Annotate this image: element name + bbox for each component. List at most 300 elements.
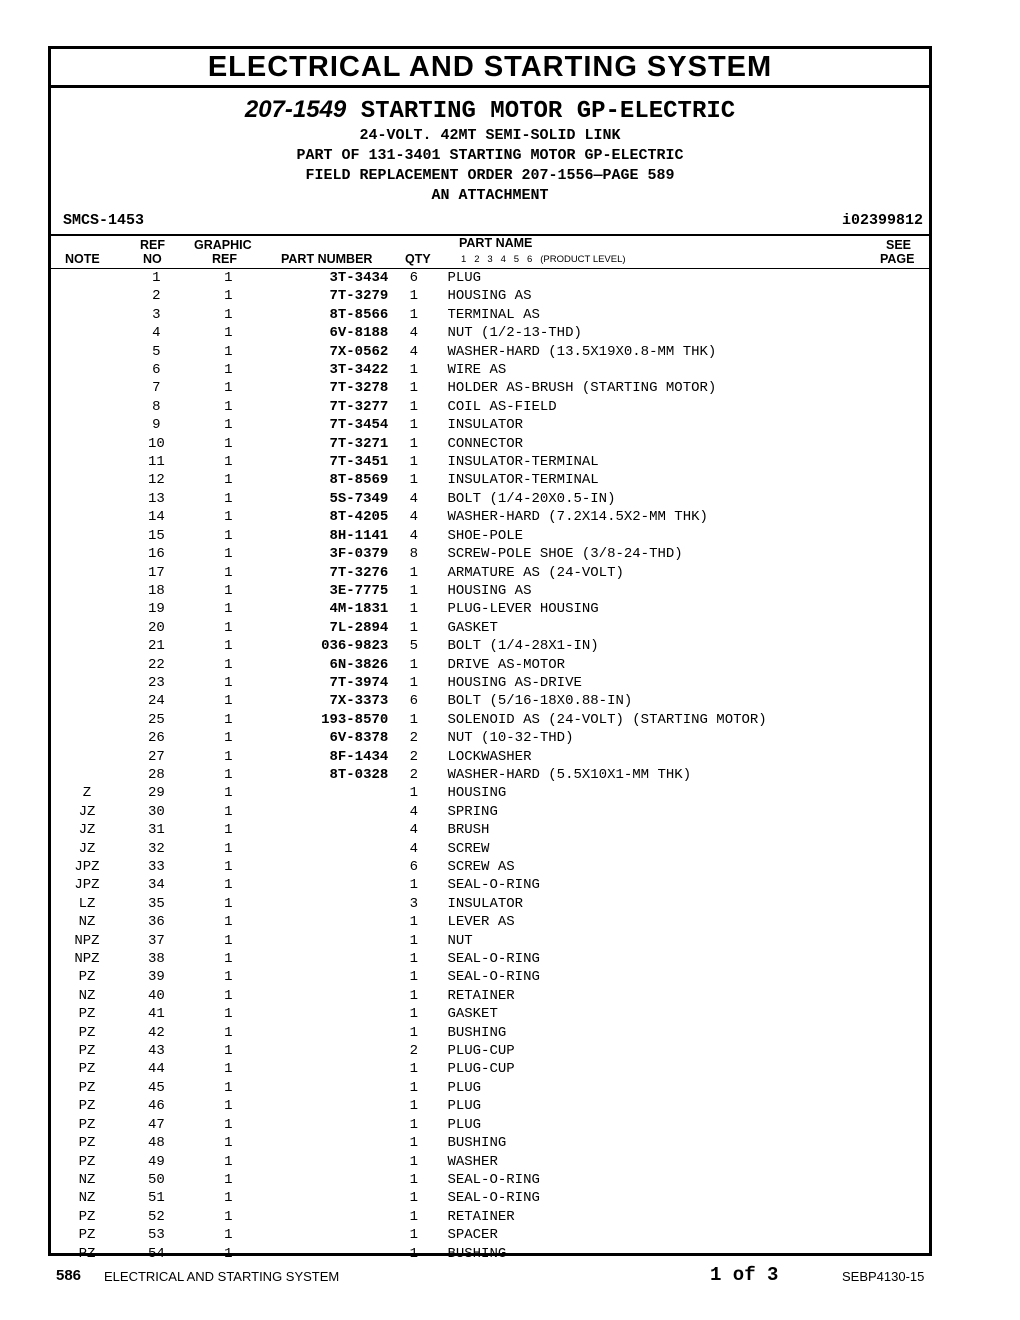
row-part-number: 7T-3454 — [329, 417, 389, 434]
row-part-number — [267, 1245, 392, 1263]
row-part-name: BUSHING — [447, 1135, 507, 1152]
row-graphic-ref: 1 — [224, 1190, 233, 1207]
row-graphic-ref: 1 — [224, 564, 233, 581]
row-part-number: 3F-0379 — [329, 546, 389, 563]
row-note: PZ — [78, 1153, 96, 1170]
row-see-page — [867, 1005, 929, 1023]
row-note — [51, 306, 123, 324]
row-qty: 1 — [409, 1079, 419, 1096]
row-graphic-ref: 1 — [224, 822, 233, 839]
row-note — [51, 692, 123, 710]
row-part-number — [267, 968, 392, 986]
row-graphic-ref: 1 — [224, 288, 233, 305]
row-ref-no: 21 — [147, 638, 165, 655]
row-qty: 1 — [409, 1098, 419, 1115]
row-see-page — [867, 1097, 929, 1115]
row-ref-no: 22 — [147, 656, 165, 673]
row-graphic-ref: 1 — [224, 454, 233, 471]
row-part-name: SPRING — [447, 803, 498, 820]
row-see-page — [867, 1226, 929, 1244]
row-qty: 1 — [409, 564, 419, 581]
row-part-number — [267, 1153, 392, 1171]
row-qty: 1 — [409, 656, 419, 673]
row-see-page — [867, 932, 929, 950]
row-ref-no: 39 — [147, 969, 165, 986]
row-part-name: WASHER-HARD (7.2X14.5X2-MM THK) — [447, 509, 708, 526]
row-graphic-ref: 1 — [224, 638, 233, 655]
row-note — [51, 361, 123, 379]
table-row — [51, 1116, 929, 1134]
row-part-number — [267, 1079, 392, 1097]
col-part-number: PART NUMBER — [281, 252, 373, 266]
row-note: PZ — [78, 1024, 96, 1041]
row-part-name: BUSHING — [447, 1024, 507, 1041]
row-ref-no: 28 — [147, 766, 165, 783]
row-ref-no: 29 — [147, 785, 165, 802]
row-graphic-ref: 1 — [224, 914, 233, 931]
row-note — [51, 674, 123, 692]
table-row — [51, 619, 929, 637]
row-part-number — [267, 1226, 392, 1244]
group-name: STARTING MOTOR GP-ELECTRIC — [360, 98, 736, 125]
row-ref-no: 47 — [147, 1116, 165, 1133]
col-qty: QTY — [405, 252, 431, 266]
row-graphic-ref: 1 — [224, 380, 233, 397]
table-row — [51, 1226, 929, 1244]
row-part-number: 036-9823 — [321, 638, 389, 655]
row-qty: 1 — [409, 1171, 419, 1188]
row-qty: 1 — [409, 582, 419, 599]
row-see-page — [867, 858, 929, 876]
table-row — [51, 398, 929, 416]
row-part-name: WASHER-HARD (13.5X19X0.8-MM THK) — [447, 343, 717, 360]
row-part-number: 193-8570 — [321, 711, 389, 728]
row-qty: 4 — [409, 803, 419, 820]
row-part-name: HOUSING AS — [447, 582, 532, 599]
row-ref-no: 53 — [147, 1227, 165, 1244]
table-row — [51, 784, 929, 802]
row-note: PZ — [78, 1079, 96, 1096]
row-part-name: INSULATOR-TERMINAL — [447, 472, 599, 489]
row-part-number — [267, 1024, 392, 1042]
row-graphic-ref: 1 — [224, 674, 233, 691]
row-ref-no: 14 — [147, 509, 165, 526]
row-see-page — [867, 1116, 929, 1134]
row-see-page — [867, 1042, 929, 1060]
row-see-page — [867, 895, 929, 913]
row-qty: 1 — [409, 417, 419, 434]
row-part-name: INSULATOR-TERMINAL — [447, 454, 599, 471]
row-part-number: 3E-7775 — [329, 582, 389, 599]
row-ref-no: 20 — [147, 619, 165, 636]
row-ref-no: 49 — [147, 1153, 165, 1170]
row-note: JPZ — [74, 877, 100, 894]
row-note — [51, 269, 123, 287]
row-note — [51, 398, 123, 416]
row-qty: 1 — [409, 914, 419, 931]
table-row — [51, 269, 929, 287]
row-see-page — [867, 968, 929, 986]
group-description-line: FIELD REPLACEMENT ORDER 207-1556—PAGE 589 — [305, 167, 675, 184]
table-row — [51, 748, 929, 766]
row-note: NZ — [78, 1171, 96, 1188]
row-graphic-ref: 1 — [224, 1098, 233, 1115]
row-graphic-ref: 1 — [224, 1171, 233, 1188]
row-see-page — [867, 582, 929, 600]
row-qty: 1 — [409, 711, 419, 728]
row-graphic-ref: 1 — [224, 859, 233, 875]
table-row — [51, 471, 929, 489]
row-graphic-ref: 1 — [224, 1245, 233, 1262]
row-part-name: NUT (10-32-THD) — [447, 730, 574, 747]
row-part-number — [267, 1005, 392, 1023]
row-graphic-ref: 1 — [224, 656, 233, 673]
row-see-page — [867, 1134, 929, 1152]
row-note: JZ — [78, 822, 96, 839]
row-qty: 1 — [409, 306, 419, 323]
row-ref-no: 35 — [147, 895, 165, 912]
row-note: JPZ — [74, 859, 100, 875]
row-note: NZ — [78, 1190, 96, 1207]
row-note — [51, 471, 123, 489]
row-part-name: RETAINER — [447, 987, 515, 1004]
row-part-number — [267, 803, 392, 821]
row-graphic-ref: 1 — [224, 527, 233, 544]
smcs-code: SMCS-1453 — [63, 212, 145, 229]
row-part-number: 7L-2894 — [329, 619, 389, 636]
row-see-page — [867, 748, 929, 766]
table-row — [51, 361, 929, 379]
row-part-name: CONNECTOR — [447, 435, 524, 452]
row-part-number: 8H-1141 — [329, 527, 389, 544]
row-part-name: HOUSING AS-DRIVE — [447, 674, 582, 691]
table-row — [51, 637, 929, 655]
table-row — [51, 564, 929, 582]
group-description-line: PART OF 131-3401 STARTING MOTOR GP-ELECTRIC — [296, 147, 684, 164]
row-qty: 1 — [409, 362, 419, 379]
table-row — [51, 1171, 929, 1189]
row-ref-no: 44 — [147, 1061, 165, 1078]
row-graphic-ref: 1 — [224, 711, 233, 728]
table-row — [51, 895, 929, 913]
row-note: NZ — [78, 987, 96, 1004]
row-part-number: 7T-3974 — [329, 674, 389, 691]
row-see-page — [867, 361, 929, 379]
row-part-name: SEAL-O-RING — [447, 1171, 540, 1188]
row-graphic-ref: 1 — [224, 1061, 233, 1078]
parts-table-body — [51, 269, 929, 1263]
row-part-number — [267, 858, 392, 876]
row-note — [51, 343, 123, 361]
row-see-page — [867, 324, 929, 342]
row-ref-no: 3 — [152, 306, 161, 323]
row-ref-no: 12 — [147, 472, 165, 489]
row-see-page — [867, 1079, 929, 1097]
row-qty: 6 — [409, 270, 419, 286]
row-graphic-ref: 1 — [224, 306, 233, 323]
row-see-page — [867, 711, 929, 729]
row-part-number: 8T-8566 — [329, 306, 389, 323]
row-ref-no: 32 — [147, 840, 165, 857]
row-see-page — [867, 471, 929, 489]
row-part-name: SCREW AS — [447, 859, 515, 875]
row-note: PZ — [78, 1116, 96, 1133]
row-part-name: NUT (1/2-13-THD) — [447, 325, 582, 342]
row-graphic-ref: 1 — [224, 1227, 233, 1244]
row-qty: 4 — [409, 509, 419, 526]
group-header — [51, 88, 929, 206]
row-graphic-ref: 1 — [224, 951, 233, 968]
row-part-name: SEAL-O-RING — [447, 951, 540, 968]
row-qty: 1 — [409, 1190, 419, 1207]
col-ref-bottom: NO — [143, 252, 162, 266]
row-part-name: BOLT (5/16-18X0.88-IN) — [447, 693, 633, 710]
row-note — [51, 600, 123, 618]
table-row — [51, 968, 929, 986]
row-graphic-ref: 1 — [224, 509, 233, 526]
row-part-name: WASHER-HARD (5.5X10X1-MM THK) — [447, 766, 692, 783]
table-row — [51, 287, 929, 305]
table-row — [51, 858, 929, 876]
row-graphic-ref: 1 — [224, 840, 233, 857]
table-row — [51, 876, 929, 894]
row-ref-no: 38 — [147, 951, 165, 968]
table-row — [51, 987, 929, 1005]
row-graphic-ref: 1 — [224, 417, 233, 434]
row-qty: 1 — [409, 601, 419, 618]
row-see-page — [867, 564, 929, 582]
footer-document-number: SEBP4130-15 — [842, 1269, 925, 1284]
row-part-number — [267, 1097, 392, 1115]
col-note: NOTE — [65, 252, 100, 266]
row-part-name: GASKET — [447, 619, 498, 636]
row-note: PZ — [78, 1061, 96, 1078]
row-graphic-ref: 1 — [224, 472, 233, 489]
row-qty: 1 — [409, 380, 419, 397]
row-note: LZ — [78, 895, 96, 912]
row-part-number: 8T-4205 — [329, 509, 389, 526]
row-part-number: 7T-3271 — [329, 435, 389, 452]
row-part-number: 3T-3434 — [329, 270, 389, 286]
footer-page-of: 1 of 3 — [710, 1264, 779, 1286]
row-graphic-ref: 1 — [224, 1043, 233, 1060]
row-ref-no: 40 — [147, 987, 165, 1004]
row-see-page — [867, 950, 929, 968]
row-ref-no: 52 — [147, 1208, 165, 1225]
row-ref-no: 9 — [152, 417, 161, 434]
table-row — [51, 1208, 929, 1226]
row-qty: 1 — [409, 1208, 419, 1225]
row-see-page — [867, 1153, 929, 1171]
row-see-page — [867, 656, 929, 674]
row-ref-no: 50 — [147, 1171, 165, 1188]
row-graphic-ref: 1 — [224, 987, 233, 1004]
row-qty: 1 — [409, 674, 419, 691]
table-row — [51, 545, 929, 563]
row-qty: 1 — [409, 951, 419, 968]
row-graphic-ref: 1 — [224, 693, 233, 710]
row-part-name: SHOE-POLE — [447, 527, 524, 544]
row-ref-no: 16 — [147, 546, 165, 563]
row-part-name: WIRE AS — [447, 362, 507, 379]
table-row — [51, 803, 929, 821]
row-see-page — [867, 637, 929, 655]
row-note: PZ — [78, 1208, 96, 1225]
row-qty: 1 — [409, 1153, 419, 1170]
row-qty: 1 — [409, 288, 419, 305]
page-footer — [0, 1262, 1020, 1292]
table-row — [51, 324, 929, 342]
table-row — [51, 1024, 929, 1042]
table-row — [51, 950, 929, 968]
row-graphic-ref: 1 — [224, 785, 233, 802]
row-graphic-ref: 1 — [224, 490, 233, 507]
row-see-page — [867, 490, 929, 508]
row-part-number: 6V-8378 — [329, 730, 389, 747]
row-see-page — [867, 803, 929, 821]
row-part-name: BRUSH — [447, 822, 490, 839]
row-ref-no: 18 — [147, 582, 165, 599]
row-qty: 2 — [409, 766, 419, 783]
row-see-page — [867, 876, 929, 894]
row-part-name: LEVER AS — [447, 914, 515, 931]
row-part-name: SCREW-POLE SHOE (3/8-24-THD) — [447, 546, 683, 563]
row-graphic-ref: 1 — [224, 1006, 233, 1023]
row-ref-no: 2 — [152, 288, 161, 305]
row-part-number: 7T-3276 — [329, 564, 389, 581]
row-note — [51, 729, 123, 747]
row-ref-no: 8 — [152, 398, 161, 415]
row-qty: 1 — [409, 1024, 419, 1041]
row-part-number — [267, 987, 392, 1005]
row-note — [51, 490, 123, 508]
column-header — [51, 236, 929, 269]
row-part-name: WASHER — [447, 1153, 498, 1170]
row-ref-no: 34 — [147, 877, 165, 894]
row-part-number — [267, 913, 392, 931]
table-row — [51, 379, 929, 397]
row-ref-no: 30 — [147, 803, 165, 820]
row-note: PZ — [78, 1227, 96, 1244]
row-qty: 1 — [409, 932, 419, 949]
row-part-number — [267, 821, 392, 839]
row-qty: 4 — [409, 343, 419, 360]
table-row — [51, 840, 929, 858]
row-see-page — [867, 398, 929, 416]
row-graphic-ref: 1 — [224, 1116, 233, 1133]
row-graphic-ref: 1 — [224, 1024, 233, 1041]
row-part-number: 8F-1434 — [329, 748, 389, 765]
row-qty: 3 — [409, 895, 419, 912]
row-note: PZ — [78, 1043, 96, 1060]
row-qty: 2 — [409, 748, 419, 765]
row-graphic-ref: 1 — [224, 325, 233, 342]
table-row — [51, 932, 929, 950]
row-qty: 1 — [409, 398, 419, 415]
row-see-page — [867, 913, 929, 931]
table-row — [51, 692, 929, 710]
row-ref-no: 26 — [147, 730, 165, 747]
row-graphic-ref: 1 — [224, 435, 233, 452]
row-graphic-ref: 1 — [224, 766, 233, 783]
row-note: NPZ — [74, 951, 100, 968]
row-qty: 1 — [409, 877, 419, 894]
row-part-name: SEAL-O-RING — [447, 1190, 540, 1207]
col-ref-top: REF — [140, 238, 165, 252]
row-note — [51, 287, 123, 305]
row-see-page — [867, 527, 929, 545]
table-row — [51, 1005, 929, 1023]
row-part-name: SPACER — [447, 1227, 498, 1244]
row-note — [51, 637, 123, 655]
row-see-page — [867, 287, 929, 305]
row-graphic-ref: 1 — [224, 969, 233, 986]
row-note — [51, 324, 123, 342]
row-ref-no: 31 — [147, 822, 165, 839]
section-title: ELECTRICAL AND STARTING SYSTEM — [51, 49, 929, 88]
row-graphic-ref: 1 — [224, 362, 233, 379]
row-see-page — [867, 435, 929, 453]
row-qty: 1 — [409, 435, 419, 452]
row-part-name: NUT — [447, 932, 473, 949]
row-see-page — [867, 1024, 929, 1042]
row-see-page — [867, 269, 929, 287]
row-see-page — [867, 343, 929, 361]
parts-table — [51, 269, 929, 1263]
row-graphic-ref: 1 — [224, 895, 233, 912]
row-part-number: 6N-3826 — [329, 656, 389, 673]
row-part-name: TERMINAL AS — [447, 306, 540, 323]
row-part-number — [267, 1042, 392, 1060]
row-part-number — [267, 1189, 392, 1207]
row-see-page — [867, 1208, 929, 1226]
identifier-line — [51, 210, 929, 236]
row-ref-no: 4 — [152, 325, 161, 342]
row-qty: 4 — [409, 822, 419, 839]
row-graphic-ref: 1 — [224, 730, 233, 747]
row-part-number: 7T-3277 — [329, 398, 389, 415]
row-ref-no: 23 — [147, 674, 165, 691]
row-qty: 1 — [409, 619, 419, 636]
row-ref-no: 13 — [147, 490, 165, 507]
row-part-number: 8T-0328 — [329, 766, 389, 783]
row-part-name: INSULATOR — [447, 417, 524, 434]
row-part-number: 6V-8188 — [329, 325, 389, 342]
row-ref-no: 42 — [147, 1024, 165, 1041]
table-row — [51, 582, 929, 600]
row-part-name: BOLT (1/4-20X0.5-IN) — [447, 490, 616, 507]
row-part-name: PLUG — [447, 1079, 482, 1096]
table-row — [51, 1097, 929, 1115]
row-graphic-ref: 1 — [224, 803, 233, 820]
row-ref-no: 25 — [147, 711, 165, 728]
table-row — [51, 416, 929, 434]
row-part-name: PLUG — [447, 270, 482, 286]
table-row — [51, 821, 929, 839]
row-graphic-ref: 1 — [224, 877, 233, 894]
row-part-number — [267, 876, 392, 894]
row-ref-no: 46 — [147, 1098, 165, 1115]
row-ref-no: 48 — [147, 1135, 165, 1152]
row-qty: 8 — [409, 546, 419, 563]
table-row — [51, 1245, 929, 1263]
group-number: 207-1549 — [244, 96, 347, 123]
row-see-page — [867, 1060, 929, 1078]
row-graphic-ref: 1 — [224, 398, 233, 415]
row-see-page — [867, 379, 929, 397]
row-note: PZ — [78, 1245, 96, 1262]
table-row — [51, 453, 929, 471]
